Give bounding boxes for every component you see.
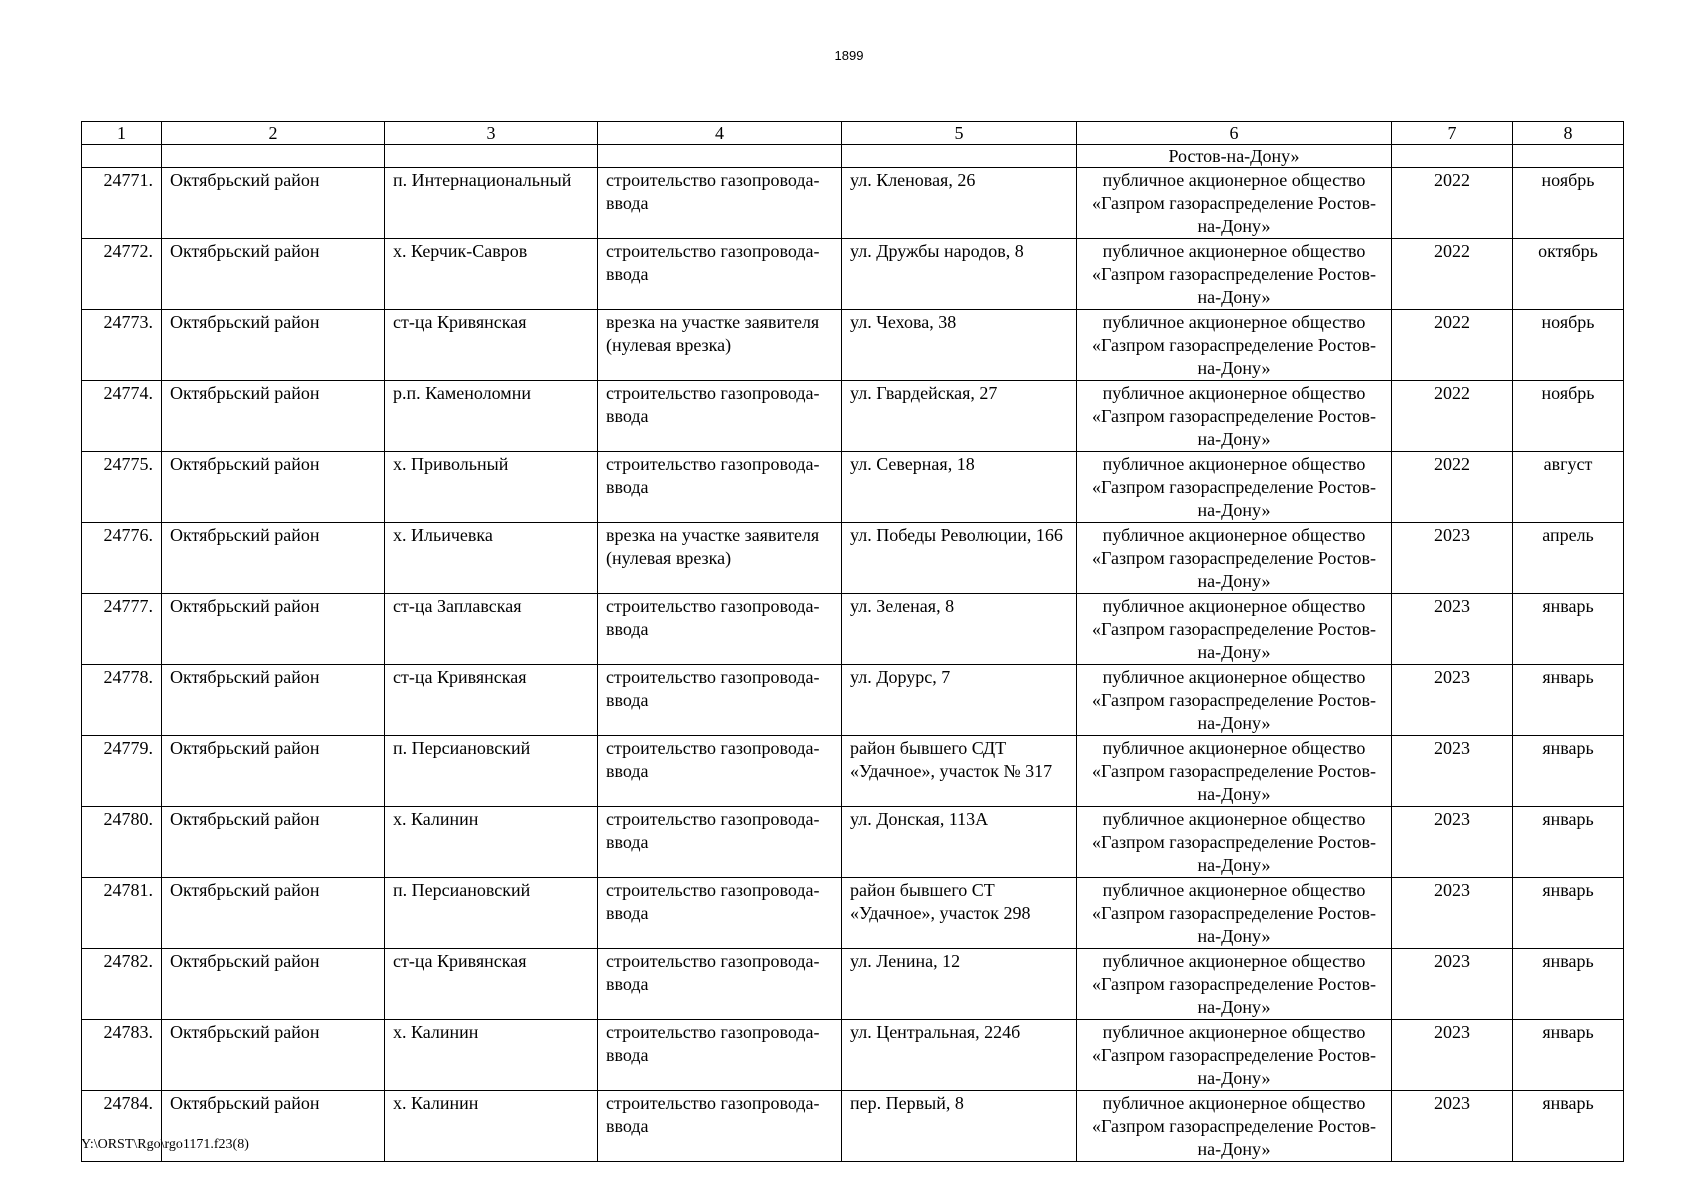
work-type-cell: строительство газопровода-ввода	[598, 736, 842, 807]
work-type-cell: строительство газопровода-ввода	[598, 665, 842, 736]
work-type-cell: строительство газопровода-ввода	[598, 949, 842, 1020]
organization-cell: публичное акционерное общество «Газпром газораспределение Ростов-на-Дону»	[1077, 523, 1392, 594]
district-cell: Октябрьский район	[162, 807, 385, 878]
address-cell: ул. Зеленая, 8	[842, 594, 1077, 665]
page-number: 1899	[834, 48, 864, 63]
organization-cell: публичное акционерное общество «Газпром газораспределение Ростов-на-Дону»	[1077, 1020, 1392, 1091]
settlement-cell: ст-ца Кривянская	[385, 949, 598, 1020]
settlement-cell: ст-ца Кривянская	[385, 310, 598, 381]
table-cell	[598, 145, 842, 168]
month-cell: январь	[1513, 1091, 1624, 1162]
address-cell: ул. Кленовая, 26	[842, 168, 1077, 239]
row-number-cell: 24783.	[82, 1020, 162, 1091]
district-cell: Октябрьский район	[162, 594, 385, 665]
settlement-cell: п. Интернациональный	[385, 168, 598, 239]
district-cell: Октябрьский район	[162, 736, 385, 807]
registry-table	[81, 121, 1624, 1162]
year-cell: 2023	[1392, 807, 1513, 878]
settlement-cell: х. Привольный	[385, 452, 598, 523]
column-number-row	[82, 122, 1624, 145]
work-type-cell: строительство газопровода-ввода	[598, 1091, 842, 1162]
table-row	[82, 949, 1624, 1020]
row-number-cell: 24773.	[82, 310, 162, 381]
district-cell: Октябрьский район	[162, 452, 385, 523]
column-number: 7	[1392, 122, 1513, 145]
month-cell: январь	[1513, 594, 1624, 665]
settlement-cell: п. Персиановский	[385, 878, 598, 949]
table-cell	[1513, 145, 1624, 168]
year-cell: 2022	[1392, 168, 1513, 239]
month-cell: апрель	[1513, 523, 1624, 594]
work-type-cell: врезка на участке заявителя (нулевая врезка)	[598, 523, 842, 594]
month-cell: август	[1513, 452, 1624, 523]
table-row	[82, 452, 1624, 523]
district-cell: Октябрьский район	[162, 1020, 385, 1091]
settlement-cell: х. Калинин	[385, 1091, 598, 1162]
table-row	[82, 1020, 1624, 1091]
work-type-cell: строительство газопровода-ввода	[598, 807, 842, 878]
district-cell: Октябрьский район	[162, 381, 385, 452]
row-number-cell: 24776.	[82, 523, 162, 594]
year-cell: 2022	[1392, 310, 1513, 381]
address-cell: ул. Гвардейская, 27	[842, 381, 1077, 452]
table-cell	[385, 145, 598, 168]
column-number: 5	[842, 122, 1077, 145]
organization-cell: публичное акционерное общество «Газпром газораспределение Ростов-на-Дону»	[1077, 736, 1392, 807]
year-cell: 2023	[1392, 949, 1513, 1020]
month-cell: ноябрь	[1513, 168, 1624, 239]
row-number-cell: 24778.	[82, 665, 162, 736]
table-row	[82, 168, 1624, 239]
table-row	[82, 878, 1624, 949]
organization-cell: публичное акционерное общество «Газпром газораспределение Ростов-на-Дону»	[1077, 239, 1392, 310]
work-type-cell: врезка на участке заявителя (нулевая врезка)	[598, 310, 842, 381]
district-cell: Октябрьский район	[162, 1091, 385, 1162]
continuation-org-cell: Ростов-на-Дону»	[1077, 145, 1392, 168]
row-number-cell: 24780.	[82, 807, 162, 878]
work-type-cell: строительство газопровода-ввода	[598, 452, 842, 523]
district-cell: Октябрьский район	[162, 310, 385, 381]
month-cell: январь	[1513, 665, 1624, 736]
settlement-cell: х. Керчик-Савров	[385, 239, 598, 310]
year-cell: 2023	[1392, 1091, 1513, 1162]
work-type-cell: строительство газопровода-ввода	[598, 239, 842, 310]
organization-cell: публичное акционерное общество «Газпром газораспределение Ростов-на-Дону»	[1077, 594, 1392, 665]
settlement-cell: х. Ильичевка	[385, 523, 598, 594]
column-number: 3	[385, 122, 598, 145]
table-row	[82, 523, 1624, 594]
table-row	[82, 736, 1624, 807]
settlement-cell: р.п. Каменоломни	[385, 381, 598, 452]
month-cell: январь	[1513, 878, 1624, 949]
column-number: 2	[162, 122, 385, 145]
settlement-cell: п. Персиановский	[385, 736, 598, 807]
district-cell: Октябрьский район	[162, 665, 385, 736]
year-cell: 2022	[1392, 452, 1513, 523]
table-row	[82, 1091, 1624, 1162]
work-type-cell: строительство газопровода-ввода	[598, 1020, 842, 1091]
column-number: 6	[1077, 122, 1392, 145]
settlement-cell: ст-ца Кривянская	[385, 665, 598, 736]
column-number: 8	[1513, 122, 1624, 145]
organization-cell: публичное акционерное общество «Газпром газораспределение Ростов-на-Дону»	[1077, 310, 1392, 381]
table-cell	[82, 145, 162, 168]
row-number-cell: 24771.	[82, 168, 162, 239]
row-number-cell: 24782.	[82, 949, 162, 1020]
year-cell: 2023	[1392, 878, 1513, 949]
year-cell: 2022	[1392, 381, 1513, 452]
row-number-cell: 24779.	[82, 736, 162, 807]
year-cell: 2023	[1392, 1020, 1513, 1091]
organization-cell: публичное акционерное общество «Газпром газораспределение Ростов-на-Дону»	[1077, 452, 1392, 523]
table-row	[82, 665, 1624, 736]
organization-cell: публичное акционерное общество «Газпром газораспределение Ростов-на-Дону»	[1077, 807, 1392, 878]
month-cell: январь	[1513, 807, 1624, 878]
month-cell: ноябрь	[1513, 310, 1624, 381]
year-cell: 2022	[1392, 239, 1513, 310]
row-number-cell: 24774.	[82, 381, 162, 452]
month-cell: январь	[1513, 736, 1624, 807]
address-cell: район бывшего СДТ «Удачное», участок № 317	[842, 736, 1077, 807]
address-cell: ул. Донская, 113А	[842, 807, 1077, 878]
year-cell: 2023	[1392, 523, 1513, 594]
address-cell: пер. Первый, 8	[842, 1091, 1077, 1162]
year-cell: 2023	[1392, 594, 1513, 665]
row-number-cell: 24772.	[82, 239, 162, 310]
row-number-cell: 24777.	[82, 594, 162, 665]
continuation-row	[82, 145, 1624, 168]
month-cell: октябрь	[1513, 239, 1624, 310]
district-cell: Октябрьский район	[162, 168, 385, 239]
table-row	[82, 381, 1624, 452]
district-cell: Октябрьский район	[162, 523, 385, 594]
year-cell: 2023	[1392, 736, 1513, 807]
work-type-cell: строительство газопровода-ввода	[598, 594, 842, 665]
settlement-cell: х. Калинин	[385, 807, 598, 878]
address-cell: ул. Победы Революции, 166	[842, 523, 1077, 594]
organization-cell: публичное акционерное общество «Газпром газораспределение Ростов-на-Дону»	[1077, 381, 1392, 452]
organization-cell: публичное акционерное общество «Газпром газораспределение Ростов-на-Дону»	[1077, 1091, 1392, 1162]
work-type-cell: строительство газопровода-ввода	[598, 381, 842, 452]
organization-cell: публичное акционерное общество «Газпром газораспределение Ростов-на-Дону»	[1077, 949, 1392, 1020]
address-cell: ул. Северная, 18	[842, 452, 1077, 523]
row-number-cell: 24784.	[82, 1091, 162, 1162]
row-number-cell: 24775.	[82, 452, 162, 523]
address-cell: ул. Дорурс, 7	[842, 665, 1077, 736]
organization-cell: публичное акционерное общество «Газпром газораспределение Ростов-на-Дону»	[1077, 878, 1392, 949]
footer-file-path: Y:\ORST\Rgo\rgo1171.f23(8)	[81, 1137, 249, 1152]
work-type-cell: строительство газопровода-ввода	[598, 878, 842, 949]
district-cell: Октябрьский район	[162, 878, 385, 949]
table-row	[82, 594, 1624, 665]
table-row	[82, 239, 1624, 310]
month-cell: ноябрь	[1513, 381, 1624, 452]
address-cell: ул. Дружбы народов, 8	[842, 239, 1077, 310]
column-number: 4	[598, 122, 842, 145]
settlement-cell: х. Калинин	[385, 1020, 598, 1091]
district-cell: Октябрьский район	[162, 949, 385, 1020]
row-number-cell: 24781.	[82, 878, 162, 949]
table-row	[82, 310, 1624, 381]
month-cell: январь	[1513, 949, 1624, 1020]
month-cell: январь	[1513, 1020, 1624, 1091]
address-cell: ул. Чехова, 38	[842, 310, 1077, 381]
table-cell	[1392, 145, 1513, 168]
address-cell: ул. Ленина, 12	[842, 949, 1077, 1020]
table-cell	[842, 145, 1077, 168]
address-cell: район бывшего СТ «Удачное», участок 298	[842, 878, 1077, 949]
organization-cell: публичное акционерное общество «Газпром газораспределение Ростов-на-Дону»	[1077, 665, 1392, 736]
district-cell: Октябрьский район	[162, 239, 385, 310]
table-row	[82, 807, 1624, 878]
settlement-cell: ст-ца Заплавская	[385, 594, 598, 665]
work-type-cell: строительство газопровода-ввода	[598, 168, 842, 239]
address-cell: ул. Центральная, 224б	[842, 1020, 1077, 1091]
column-number: 1	[82, 122, 162, 145]
table-cell	[162, 145, 385, 168]
year-cell: 2023	[1392, 665, 1513, 736]
organization-cell: публичное акционерное общество «Газпром газораспределение Ростов-на-Дону»	[1077, 168, 1392, 239]
